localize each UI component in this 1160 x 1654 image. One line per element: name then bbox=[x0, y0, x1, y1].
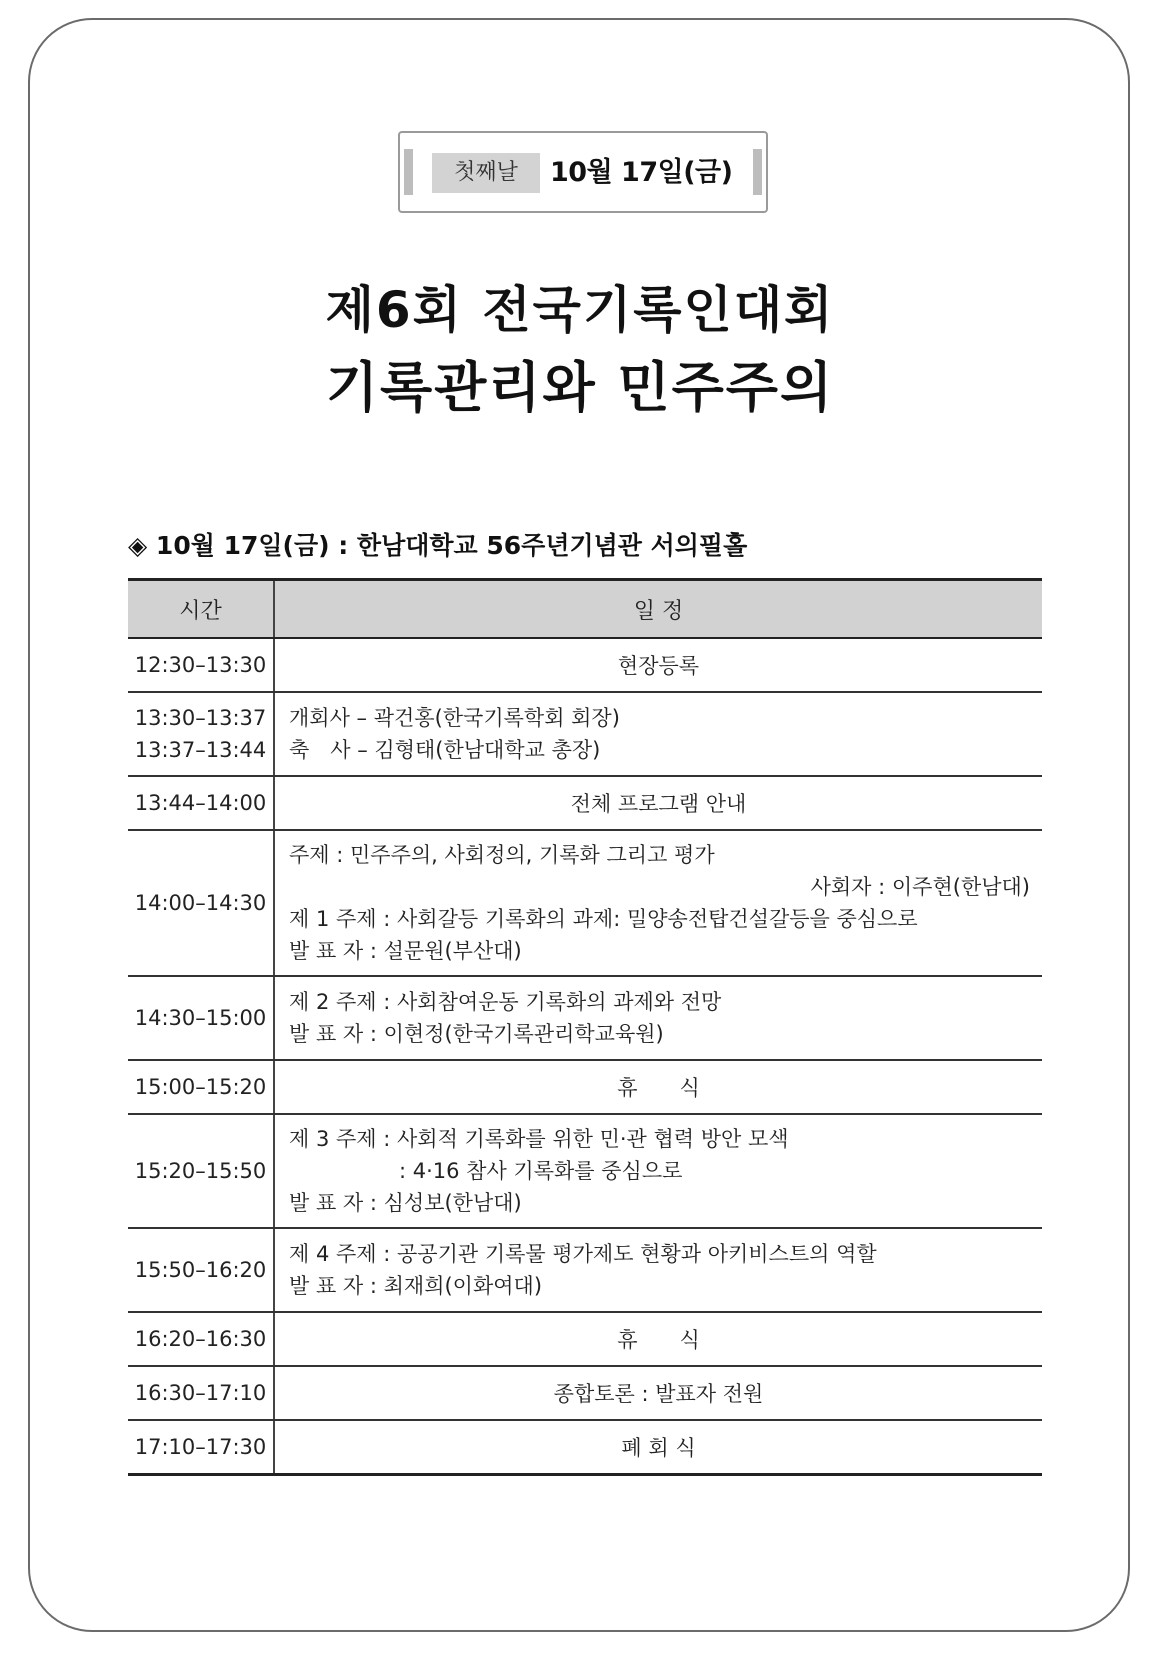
table-row bbox=[128, 1312, 1042, 1366]
time-cell bbox=[128, 638, 274, 692]
program-text: 전체 프로그램 안내 bbox=[570, 792, 747, 816]
program-cell bbox=[274, 776, 1042, 830]
table-row bbox=[128, 776, 1042, 830]
time-text: 16:20–16:30 bbox=[134, 1327, 267, 1351]
program-cell bbox=[274, 830, 1042, 976]
program-cell bbox=[274, 692, 1042, 776]
program-text: 축 사 – 김형태(한남대학교 총장) bbox=[289, 738, 601, 762]
program-text: 개회사 – 곽건홍(한국기록학회 회장) bbox=[289, 706, 620, 730]
program-text: 제 1 주제 : 사회갈등 기록화의 과제: 밀양송전탑건설갈등을 중심으로 bbox=[289, 907, 918, 931]
program-column-header: 일 정 bbox=[274, 580, 1042, 639]
program-cell bbox=[274, 1420, 1042, 1474]
table-header-row bbox=[128, 580, 1042, 639]
time-cell bbox=[128, 1366, 274, 1420]
program-cell bbox=[274, 1060, 1042, 1114]
program-text: 발 표 자 : 심성보(한남대) bbox=[289, 1191, 522, 1215]
time-cell bbox=[128, 776, 274, 830]
program-cell bbox=[274, 638, 1042, 692]
program-text: 종합토론 : 발표자 전원 bbox=[553, 1382, 764, 1406]
badge-right-bar bbox=[753, 149, 762, 195]
time-text: 16:30–17:10 bbox=[134, 1381, 267, 1405]
program-cell bbox=[274, 1312, 1042, 1366]
table-row bbox=[128, 1114, 1042, 1228]
program-text: 발 표 자 : 설문원(부산대) bbox=[289, 939, 522, 963]
time-text: 13:44–14:00 bbox=[134, 791, 267, 815]
program-text: 발 표 자 : 이현정(한국기록관리학교육원) bbox=[289, 1022, 664, 1046]
table-row bbox=[128, 976, 1042, 1060]
time-text: 15:00–15:20 bbox=[134, 1075, 267, 1099]
program-cell bbox=[274, 1114, 1042, 1228]
time-cell bbox=[128, 1114, 274, 1228]
time-text: 15:50–16:20 bbox=[134, 1258, 267, 1282]
time-text: 13:37–13:44 bbox=[134, 738, 267, 762]
venue-line: ◈ 10월 17일(금) : 한남대학교 56주년기념관 서의필홀 bbox=[128, 531, 748, 560]
table-row bbox=[128, 1420, 1042, 1474]
program-text: 발 표 자 : 최재희(이화여대) bbox=[289, 1274, 543, 1298]
time-text: 14:30–15:00 bbox=[134, 1006, 267, 1030]
time-text: 17:10–17:30 bbox=[134, 1434, 267, 1459]
program-text: 휴 식 bbox=[617, 1076, 700, 1100]
program-text: 주제 : 민주주의, 사회정의, 기록화 그리고 평가 bbox=[289, 843, 715, 867]
table-row bbox=[128, 1060, 1042, 1114]
program-text: 현장등록 bbox=[617, 654, 700, 678]
day-label: 첫째날 bbox=[432, 153, 540, 193]
time-text: 14:00–14:30 bbox=[134, 891, 267, 915]
program-text: 폐 회 식 bbox=[621, 1435, 696, 1460]
table-row bbox=[128, 1366, 1042, 1420]
program-text: 제 4 주제 : 공공기관 기록물 평가제도 현황과 아키비스트의 역할 bbox=[289, 1242, 877, 1266]
time-cell bbox=[128, 1312, 274, 1366]
time-cell bbox=[128, 976, 274, 1060]
schedule-table bbox=[128, 578, 1042, 1476]
event-subtitle: 기록관리와 민주주의 bbox=[325, 356, 835, 419]
program-text: : 4·16 참사 기록화를 중심으로 bbox=[399, 1159, 683, 1183]
badge-left-bar bbox=[404, 149, 413, 195]
program-text: 제 2 주제 : 사회참여운동 기록화의 과제와 전망 bbox=[289, 990, 722, 1014]
time-cell bbox=[128, 1228, 274, 1312]
time-cell bbox=[128, 1060, 274, 1114]
moderator-text: 사회자 : 이주현(한남대) bbox=[810, 875, 1030, 899]
time-text: 13:30–13:37 bbox=[134, 706, 267, 730]
time-cell bbox=[128, 830, 274, 976]
day-badge bbox=[398, 131, 768, 213]
time-column-header: 시간 bbox=[128, 580, 274, 639]
program-cell bbox=[274, 976, 1042, 1060]
program-cell bbox=[274, 1228, 1042, 1312]
table-row bbox=[128, 692, 1042, 776]
table-row bbox=[128, 638, 1042, 692]
program-text: 휴 식 bbox=[617, 1328, 700, 1352]
time-cell bbox=[128, 1420, 274, 1474]
event-title: 제6회 전국기록인대회 bbox=[325, 281, 835, 339]
day-date: 10월 17일(금) bbox=[550, 157, 733, 188]
table-row bbox=[128, 830, 1042, 976]
table-row bbox=[128, 1228, 1042, 1312]
time-text: 15:20–15:50 bbox=[134, 1159, 267, 1183]
time-cell bbox=[128, 692, 274, 776]
time-text: 12:30–13:30 bbox=[134, 653, 267, 677]
program-text: 제 3 주제 : 사회적 기록화를 위한 민·관 협력 방안 모색 bbox=[289, 1127, 789, 1151]
program-cell bbox=[274, 1366, 1042, 1420]
